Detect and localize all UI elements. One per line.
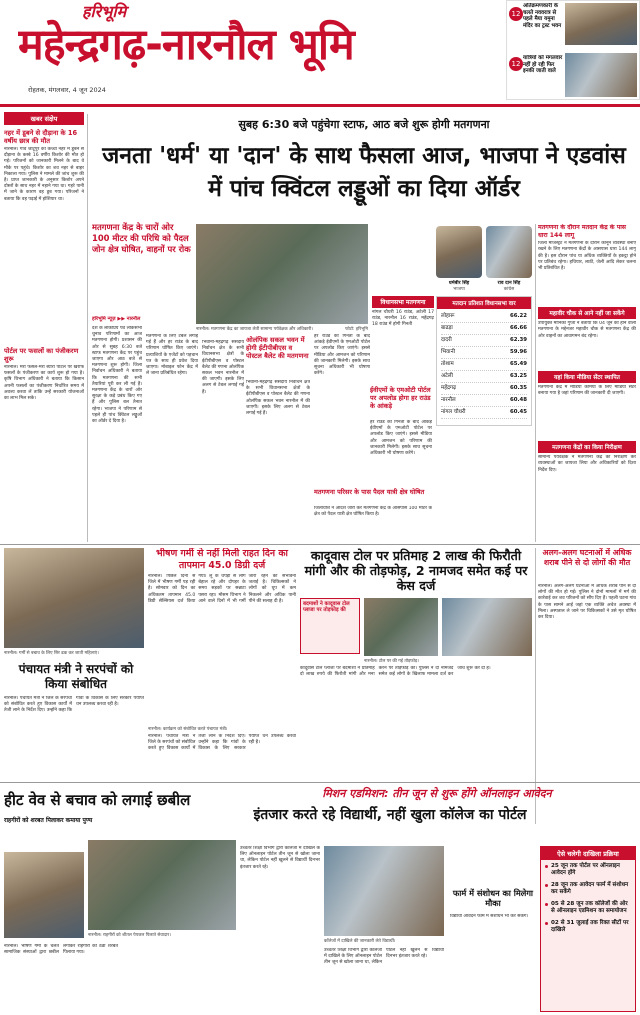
candidate-party-2: कांग्रेस xyxy=(503,287,515,292)
table-cell-value: 60.45 xyxy=(509,409,527,415)
schedule-list xyxy=(541,860,635,942)
table-row xyxy=(441,323,527,335)
table-cell-name: लोहारू xyxy=(441,313,455,319)
panchayat-caption: नारनौल। कार्यक्रम को संबोधित करते पंचायत मंत्री। xyxy=(148,727,228,732)
table-cell-name: तोशाम xyxy=(441,361,454,367)
brief-title[interactable]: नहर में डूबने से दौड़ाना के 16 वर्षीय छात्र की मौत xyxy=(4,129,78,145)
table-cell-value: 62.39 xyxy=(509,337,527,343)
table-row xyxy=(441,335,527,347)
section-header: खबर संक्षेप xyxy=(4,112,84,125)
kicker: सुबह 6:30 बजे पहुंचेगा स्टाफ, आठ बजे शुरू होगी मतगणना xyxy=(238,118,490,131)
right-story-title[interactable]: यहां किया मीडिया सेंटर स्थापित xyxy=(538,371,636,383)
toll-body: कादूवास टोल प्लाजा पर बदमाशों ने प्रतिमाह दो लाख रुपये की फिरौती मांगी और मना करने पर तोड़फोड़ की। पुलिस ने दो नामजद समेत कई लोगों के खिलाफ मामला दर्ज कर जांच शुरू कर दी है। xyxy=(300,666,491,678)
table-row xyxy=(441,359,527,371)
left-column xyxy=(4,112,84,542)
toll-caption: नारनौल। टोल पर की गई तोड़फोड़। xyxy=(364,659,419,664)
bullet-icon xyxy=(545,922,548,925)
column-rule xyxy=(535,224,536,542)
table-cell-name: नांगल चौधरी xyxy=(441,409,466,415)
brief-body: नारनौल। मेरी फसल-मेरा ब्यौरा पोर्टल पर खरीफ फसलों के पंजीकरण का कार्य शुरू हो गया है। कृषि विभाग अधिकारी ने बताया कि किसान अपनी फसलों का पंजीकरण निर्धारित समय में अवश्य करवा लें ताकि उन्हें सरकारी योजनाओं का लाभ मिल सके। xyxy=(4,365,84,402)
candidate-photo-2 xyxy=(486,226,532,278)
brief-title[interactable]: पोर्टल पर फसलों का पंजीकरण शुरू xyxy=(4,347,79,363)
table-cell-name: दादरी xyxy=(441,337,452,343)
promo-photo-2 xyxy=(565,53,637,97)
right-story-body: सामान्य पर्यवेक्षक ने मतगणना केंद्र का निरीक्षण कर व्यवस्थाओं का जायजा लिया और अधिकारियों को दिशा निर्देश दिए। xyxy=(538,455,636,473)
promo-text-2[interactable]: यात्रियों को मंगलवार नहीं हो रही फिर इनकी जाती वाले xyxy=(523,55,563,74)
list-item: 28 जून तक आवेदन फार्म में संशोधन कर सकेंगे xyxy=(545,882,631,896)
candidate-photo-1 xyxy=(436,226,482,278)
photo-credit: फोटो: हरिभूमि xyxy=(345,327,368,332)
table-cell-name: बाढड़ा xyxy=(441,325,453,331)
table-cell-name: महेंद्रगढ़ xyxy=(441,385,457,391)
photo-caption: नारनौल। मतगणना केंद्र का जायजा लेती सामान्य पर्यवेक्षक और अधिकारी। xyxy=(196,327,313,332)
right-story-body: उपायुक्त मोनिका गुप्ता ने बताया कि 04 जून को होने वाली मतगणना के मद्देनजर महावीर चौक से मतगणना केंद्र की ओर वाहनों का आवागमन बंद रहेगा। xyxy=(538,321,636,339)
sub-story-title[interactable]: ओलंपिक सकल भवन में होगी ईटीपीबीएस व पोस्टल बैलेट की मतगणना xyxy=(246,336,309,361)
table-cell-value: 66.22 xyxy=(509,313,527,319)
toll-photo-2 xyxy=(442,598,532,656)
heatwave-sub: राहगीरों को शरबत पिलाकर कमाया पुण्य xyxy=(4,817,93,824)
page-title: महेन्द्रगढ़-नारनौल भूमि xyxy=(18,20,354,70)
brand-logo: हरिभूमि xyxy=(82,2,127,21)
table-cell-value: 63.25 xyxy=(509,373,527,379)
box-title: विधानसभा मतगणना xyxy=(372,296,434,308)
promo-number-1: 12 xyxy=(509,7,523,21)
masthead xyxy=(0,0,640,112)
mid-column-text: हर राउंड की गिनती के बाद आंकड़े ईवीएमों के एमओटी पोर्टल पर अपलोड किए जाएंगे। इससे मीडिया और आमजन को परिणाम की जानकारी मिलेगी। इसके साथ सूचना अधिकारी भी घोषणा करेंगे। xyxy=(314,334,370,377)
right-story-title[interactable]: महावीर चौक से आने नहीं जा सकेंगे xyxy=(538,307,636,319)
schedule-box xyxy=(540,846,636,1012)
toll-sub xyxy=(300,598,360,654)
college-title[interactable]: इंतजार करते रहे विद्यार्थी, नहीं खुला कॉलेज का पोर्टल xyxy=(253,807,527,823)
table-row xyxy=(441,311,527,323)
table-cell-value: 60.48 xyxy=(509,397,527,403)
bullet-icon xyxy=(545,884,548,887)
brief-body: नारनौल। गांव जाटूपुर को कच्ची नहर में डूबने से दौड़ाना के कस्बे 16 वर्षीय किशोर की मौत हो गई। परिजनों को जानकारी मिलने के बाद वे मौके पर पहुंचे। किशोर का शव नहर से बाहर निकाला गया। पुलिस ने मामले की जांच शुरू की है। प्राप्त जानकारी के अनुसार किशोर अपने दोस्तों के साथ नहर में नहाने गया था। गहरे पानी में जाने के कारण वह डूब गया। परिजनों ने बताया कि वह पढ़ाई में होशियार था। xyxy=(4,147,84,202)
heat-title[interactable]: भीषण गर्मी से नहीं मिली राहत दिन का तापमान 45.0 डिग्री दर्ज xyxy=(156,548,288,571)
mid-story-title-2[interactable]: मतगणना परिसर के पास पैदल यात्री क्षेत्र घोषित xyxy=(314,488,425,496)
table-row xyxy=(441,395,527,407)
college-body: उच्चतर शिक्षा विभाग द्वारा कॉलेजों में दाखिले के लिए ऑनलाइन पोर्टल तीन जून से खोला जाना था, लेकिन पोर्टल नहीं खुलने से विद्यार्थी दिनभर इंतजार करते रहे। xyxy=(240,846,320,870)
heatwave-caption: नारनौल। राहगीरों को शीतल पेयजल पिलाते सेवादार। xyxy=(88,933,171,938)
right-story-body: जिला मजिस्ट्रेट ने मतगणना के दौरान कानून व्यवस्था बनाए रखने के लिए मतगणना केंद्रों के आसपास धारा 144 लागू की है। इस दौरान पांच या अधिक व्यक्तियों के इकट्ठा होने पर प्रतिबंध रहेगा। हथियार, लाठी, जेली आदि लेकर चलना भी प्रतिबंधित है। xyxy=(538,241,636,271)
table-cell-value: 66.66 xyxy=(509,325,527,331)
heatwave-title[interactable]: हीट वेव से बचाव को लगाई छबील xyxy=(4,791,191,809)
lead-body: देश के लोकप्रिय पर्व लोकसभा चुनाव परिणामों का आज मतगणना होगी। प्रशासन की ओर से सुबह 6:30 बजे स्टाफ मतगणना केंद्र पर पहुंच जाएगा और आठ बजे से मतगणना शुरू होगी। जिला निर्वाचन अधिकारी ने बताया कि मतगणना की सभी तैयारियां पूरी कर ली गई हैं। मतगणना केंद्र के चारों ओर सुरक्षा के कड़े प्रबंध किए गए हैं और पुलिस बल तैनात रहेगा। भाजपा ने परिणाम से पहले ही पांच क्विंटल लड्डुओं का ऑर्डर दे दिया है। xyxy=(92,326,142,425)
mid-story-body-2: जिलाधीश ने आदेश जारी कर मतगणना केंद्र के आसपास 100 मीटर के क्षेत्र को पैदल यात्री क्षेत्र घोषित किया है। xyxy=(314,506,432,518)
college-body-cont: उच्चतर शिक्षा विभाग द्वारा कॉलेजों में दाखिले के लिए ऑनलाइन पोर्टल तीन जून से खोला जाना था, लेकिन पोर्टल नहीं खुलने से विद्यार्थी दिनभर इंतजार करते रहे। xyxy=(324,948,444,966)
table-cell-name: भिवानी xyxy=(441,349,455,355)
admission-banner[interactable]: मिशन एडमिशन: तीन जून से शुरू होंगे ऑनलाइन आवेदन xyxy=(322,787,552,800)
panchayat-title[interactable]: पंचायत मंत्री ने सरपंचों को किया संबोधित xyxy=(18,662,134,691)
toll-photo xyxy=(364,598,438,656)
college-sub-body: विद्यार्थी आवेदन फार्म में संशोधन भी कर सकेंगे। xyxy=(450,914,529,919)
candidate-name-1: धर्मबीर सिंह xyxy=(448,281,470,286)
counting-box xyxy=(372,296,434,380)
table-row xyxy=(441,347,527,359)
sub-story-body: भिवानी-महेंद्रगढ़ संसदीय निर्वाचन क्षेत्र के सभी विधानसभा क्षेत्रों के ईटीपीबीएस व पोस्टल बैलेट की गणना ओलंपिक सकल भवन नारनौल में की जाएगी। इसके लिए अलग से टेबल लगाई गई हैं। xyxy=(202,340,244,395)
lead-deck: मतगणना केंद्र के चारों ओर 100 मीटर की परिधि को पैदल जोन क्षेत्र घोषित, वाहनों पर रोक xyxy=(92,222,191,254)
toll-title[interactable]: कादूवास टोल पर प्रतिमाह 2 लाख की फिरौती मांगी और की तोड़फोड़, 2 नामजद समेत कई पर केस दर्ज xyxy=(304,548,528,593)
accident-title[interactable]: अलग-अलग घटनाओं में अधिक शराब पीने से दो लोगों की मौत xyxy=(542,548,632,567)
panchayat-body: नारनौल। पंचायत मंत्री ने जिले के सरपंचों को संबोधित करते हुए विकास कार्यों में तेजी लाने के निर्देश दिए। उन्होंने कहा कि गांवों के विकास के लिए सरकार पर्याप्त धन उपलब्ध करवा रही है। xyxy=(4,696,144,714)
column-rule xyxy=(87,114,88,542)
right-column xyxy=(538,224,636,542)
table-row xyxy=(441,383,527,395)
table-row xyxy=(441,371,527,383)
bullet-icon xyxy=(545,903,548,906)
section-rule xyxy=(0,782,640,783)
candidate-name-2: राव दान सिंह xyxy=(497,281,521,286)
heatwave-body: नारनौल। भीषण गर्मी के चलते सामाजिक संस्थाओं द्वारा छबील लगाकर राहगीरों को ठंडा शरबत पिलाया गया। xyxy=(4,944,118,956)
mid-story-title[interactable]: ईवीएमों के एमओटी पोर्टल पर अपलोड होगा हर राउंड के आंकड़े xyxy=(370,386,431,410)
heat-photo xyxy=(4,548,144,648)
promo-photo-1 xyxy=(565,3,637,45)
mid-story-body: हर राउंड की गिनती के बाद आंकड़े ईवीएमों के एमओटी पोर्टल पर अपलोड किए जाएंगे। इससे मीडिया और आमजन को परिणाम की जानकारी मिलेगी। इसके साथ सूचना अधिकारी भी घोषणा करेंगे। xyxy=(370,420,432,457)
list-item: 25 जून तक पोर्टल पर ऑनलाइन आवेदन होंगे xyxy=(545,863,631,877)
accident-body: नारनौल। अलग-अलग घटनाओं में अधिक शराब पीने से दो लोगों की मौत हो गई। पुलिस ने दोनों मामलों में मर्ग की कार्रवाई कर शव परिजनों को सौंप दिए हैं। पहली घटना गांव के पास सामने आई जहां एक व्यक्ति अचेत अवस्था में मिला। अस्पताल ले जाने पर चिकित्सकों ने उसे मृत घोषित कर दिया। xyxy=(538,584,636,621)
heat-caption: नारनौल। गर्मी से बचाव के लिए सिर ढक कर जाती महिलाएं। xyxy=(4,651,99,656)
table-row xyxy=(441,407,527,419)
table-cell-value: 65.49 xyxy=(509,361,527,367)
right-story-body: मतगणना केंद्र में मीडिया कर्मियों के लिए मीडिया सेंटर बनाया गया है जहां परिणाम की जानकारी दी जाएगी। xyxy=(538,385,636,397)
table-rows xyxy=(437,309,531,421)
heat-body: नारनौल। पिछले दिनों से जिले में भीषण गर्मी पड़ रही है। सोमवार को दिन का अधिकतम तापमान 45.0 डिग्री सेल्सियस दर्ज किया गया। लू के थपेड़ों से लोग बेहाल रहे और दोपहर के समय सड़कों पर सन्नाटा पसरा रहा। मौसम विभाग ने आने वाले दिनों में भी गर्मी जारी रहने की संभावना जताई है। चिकित्सकों ने लोगों को धूप में कम निकलने और अधिक पानी पीने की सलाह दी है। xyxy=(148,574,296,604)
table-cell-value: 59.96 xyxy=(509,349,527,355)
sub-story-body-cont: भिवानी-महेंद्रगढ़ संसदीय निर्वाचन क्षेत्र के सभी विधानसभा क्षेत्रों के ईटीपीबीएस व पोस्टल बैलेट की गणना ओलंपिक सकल भवन नारनौल में की जाएगी। इसके लिए अलग से टेबल लगाई गई हैं। xyxy=(246,380,310,417)
schedule-title: ऐसे चलेगी दाखिला प्रक्रिया xyxy=(541,847,635,860)
masthead-rule xyxy=(0,104,640,107)
heatwave-photo xyxy=(4,852,84,938)
promo-number-2: 12 xyxy=(509,57,523,71)
lead-body-2: मतगणना के लिए टेबल लगाई गई हैं और हर राउंड के बाद परिणाम घोषित किए जाएंगे। प्रत्याशियों के एजेंटों को पहचान पत्र के साथ ही प्रवेश दिया जाएगा। मोबाइल फोन केंद्र में ले जाना प्रतिबंधित रहेगा। xyxy=(146,334,198,377)
main-headline[interactable]: जनता 'धर्म' या 'दान' के साथ फैसला आज, भाजपा ने एडवांस में पांच क्विंटल लड्डूओं का दिया ऑर्डर xyxy=(102,143,626,202)
promo-text-1[interactable]: अतिक्रमणकारी के चलते नववरात्र से पहले मैया यमुना मंदिर का ट्रस्ट भवन xyxy=(523,3,562,29)
list-item: 02 से 31 जुलाई तक रिक्त सीटों पर दाखिले xyxy=(545,920,631,934)
bullet-icon xyxy=(545,865,548,868)
college-photo xyxy=(324,846,444,936)
lead-photo xyxy=(196,224,368,324)
candidate-party-1: भाजपा xyxy=(453,287,465,292)
byline: हरिभूमि न्यूज़ ▶▶ नारनौल xyxy=(92,316,141,322)
college-sub-title[interactable]: फार्म में संशोधन का मिलेगा मौका xyxy=(452,888,534,908)
box-body: नांगल चौधरी 16 राउंड, अटेली 17 राउंड, नारनौल 16 राउंड, महेंद्रगढ़ 18 राउंड में होगी गिनती xyxy=(372,310,434,328)
section-rule xyxy=(0,544,640,545)
turnout-table xyxy=(436,296,532,426)
list-item: 05 से 28 जून तक कॉलेजों की ओर से ऑनलाइन एडमिशन का समायोजन xyxy=(545,901,631,915)
panchayat-body-cont: नारनौल। पंचायत मंत्री ने जिले के सरपंचों को संबोधित करते हुए विकास कार्यों में तेजी लाने के निर्देश दिए। उन्होंने कहा कि गांवों के विकास के लिए सरकार पर्याप्त धन उपलब्ध करवा रही है। xyxy=(148,734,296,752)
table-title: मतदान प्रतिशत विधानसभा वार xyxy=(437,297,531,309)
dateline: रोहतक, मंगलवार, 4 जून 2024 xyxy=(28,86,106,94)
college-caption: कॉलेजों में दाखिले की जानकारी लेते विद्यार्थी। xyxy=(324,939,396,944)
heatwave-photo-2 xyxy=(88,840,236,930)
right-story-title[interactable]: मतगणना के दौरान मतदान केंद्र के पास धारा 144 लागू xyxy=(538,224,626,239)
table-cell-name: नारनौल xyxy=(441,397,456,403)
toll-sub-text: बदमाशों ने कादूवास टोल प्लाजा पर तोड़फोड़ की xyxy=(303,601,350,614)
right-story-title[interactable]: मतगणना केंद्रों का किया निरीक्षण xyxy=(538,441,636,453)
table-cell-name: अटेली xyxy=(441,373,453,379)
table-cell-value: 60.35 xyxy=(509,385,527,391)
promo-box xyxy=(506,0,640,100)
